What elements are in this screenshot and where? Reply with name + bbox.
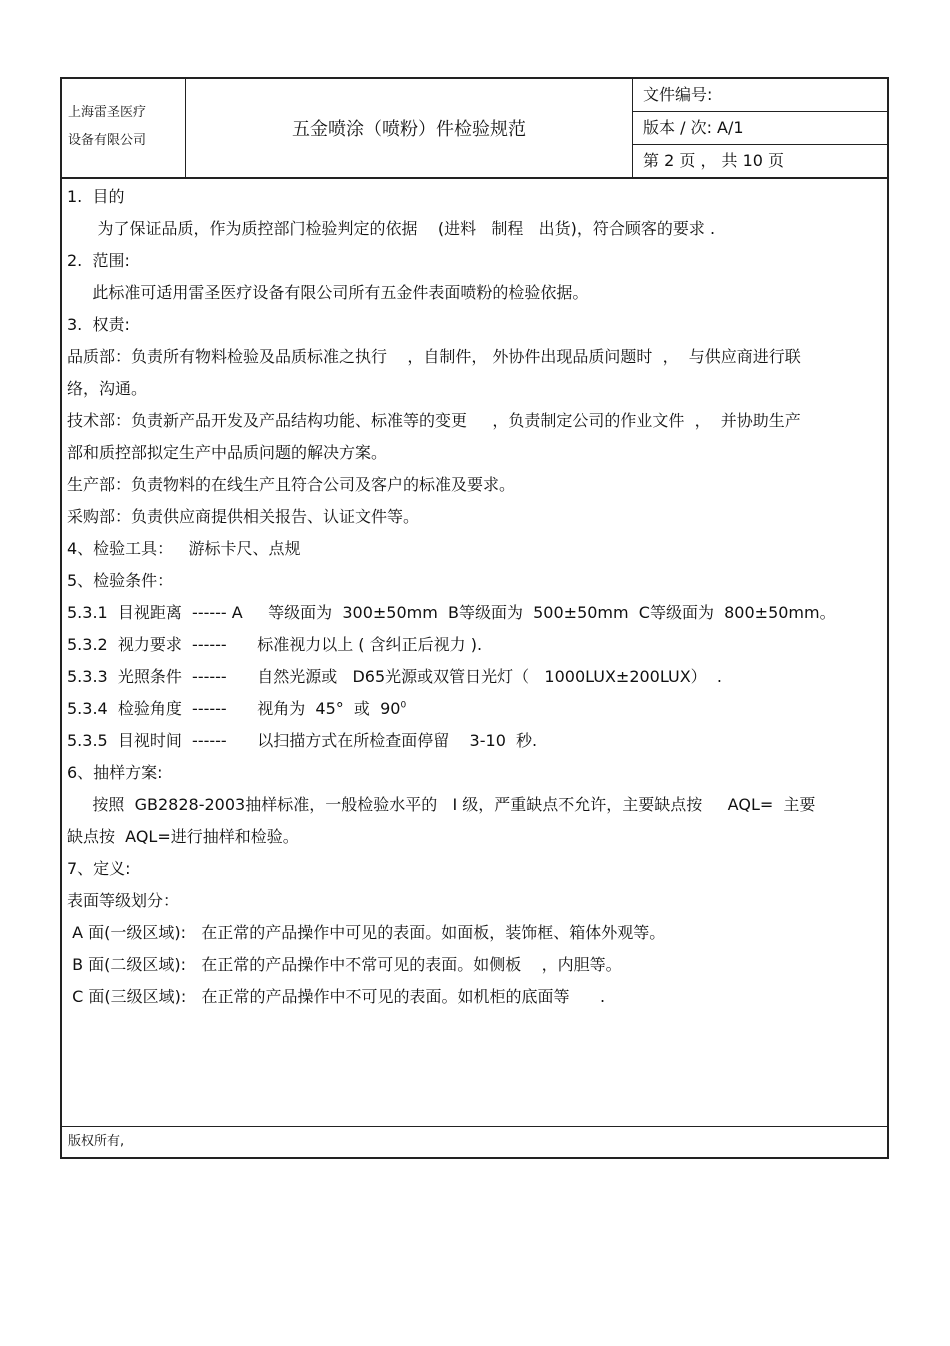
- company-name: [62, 79, 186, 177]
- body-line: 5、检验条件：: [67, 571, 174, 590]
- page-indicator: 第 2 页 ， 共 10 页: [643, 151, 785, 170]
- body-line: C 面(三级区域): 在正常的产品操作中不可见的表面。如机柜的底面等 .: [67, 987, 606, 1006]
- document-frame: [60, 77, 889, 1159]
- body-line: B 面(二级区域): 在正常的产品操作中不常可见的表面。如侧板 ，内胆等。: [67, 955, 622, 974]
- document-title: 五金喷涂（喷粉）件检验规范: [186, 79, 633, 177]
- body-line: 技术部：负责新产品开发及产品结构功能、标准等的变更 ，负责制定公司的作业文件 ， 并协助生产: [67, 411, 801, 430]
- doc-number: 文件编号:: [633, 79, 889, 112]
- body-line: 缺点按 AQL=进行抽样和检验。: [67, 827, 299, 846]
- body-line: 1. 目的: [67, 187, 125, 206]
- body-line: 5.3.3 光照条件 ------ 自然光源或 D65光源或双管日光灯（ 1000LUX±200LUX） .: [67, 667, 722, 686]
- body-line: 此标准可适用雷圣医疗设备有限公司所有五金件表面喷粉的检验依据。: [67, 283, 589, 302]
- company-line-1: 上海雷圣医疗: [68, 105, 147, 120]
- body-line: 5.3.1 目视距离 ------ A 等级面为 300±50mm B等级面为 500±50mm C等级面为 800±50mm。: [67, 603, 836, 622]
- body-line: 5.3.5 目视时间 ------ 以扫描方式在所检查面停留 3-10 秒.: [67, 731, 538, 750]
- company-line-2: 设备有限公司: [68, 133, 147, 148]
- body-line: 7、定义:: [67, 859, 131, 878]
- doc-version: 版本 / 次: A/1: [633, 112, 889, 145]
- body-line: 5.3.2 视力要求 ------ 标准视力以上 ( 含纠正后视力 ).: [67, 635, 483, 654]
- body-line: 6、抽样方案:: [67, 763, 163, 782]
- body-line: 5.3.4 检验角度 ------ 视角为 45° 或 $90^0$: [67, 699, 407, 718]
- body-line: 络，沟通。: [67, 379, 148, 398]
- document-meta: [633, 79, 889, 177]
- document-header: [62, 79, 887, 179]
- body-line: 生产部：负责物料的在线生产且符合公司及客户的标准及要求。: [67, 475, 516, 494]
- degree-superscript: 0: [400, 700, 407, 711]
- body-line: 2. 范围:: [67, 251, 130, 270]
- body-line: 部和质控部拟定生产中品质问题的解决方案。: [67, 443, 388, 462]
- body-line: 表面等级划分：: [67, 891, 180, 910]
- body-line: A 面(一级区域): 在正常的产品操作中可见的表面。如面板，装饰框、箱体外观等。: [67, 923, 666, 942]
- footer-copyright: 版权所有,: [62, 1126, 887, 1157]
- body-line: 采购部：负责供应商提供相关报告、认证文件等。: [67, 507, 420, 526]
- body-line: 按照 GB2828-2003抽样标准，一般检验水平的 Ⅰ 级，严重缺点不允许，主要缺点按 AQL= 主要: [67, 795, 816, 814]
- document-body: [62, 179, 887, 1129]
- body-line: 3. 权责:: [67, 315, 130, 334]
- body-line: 4、检验工具： 游标卡尺、点规: [67, 539, 301, 558]
- body-line: 品质部：负责所有物料检验及品质标准之执行 ，自制件， 外协件出现品质问题时 ， 与供应商进行联: [67, 347, 801, 366]
- body-line: 为了保证品质，作为质控部门检验判定的依据 (进料 制程 出货)，符合顾客的要求 .: [67, 219, 716, 238]
